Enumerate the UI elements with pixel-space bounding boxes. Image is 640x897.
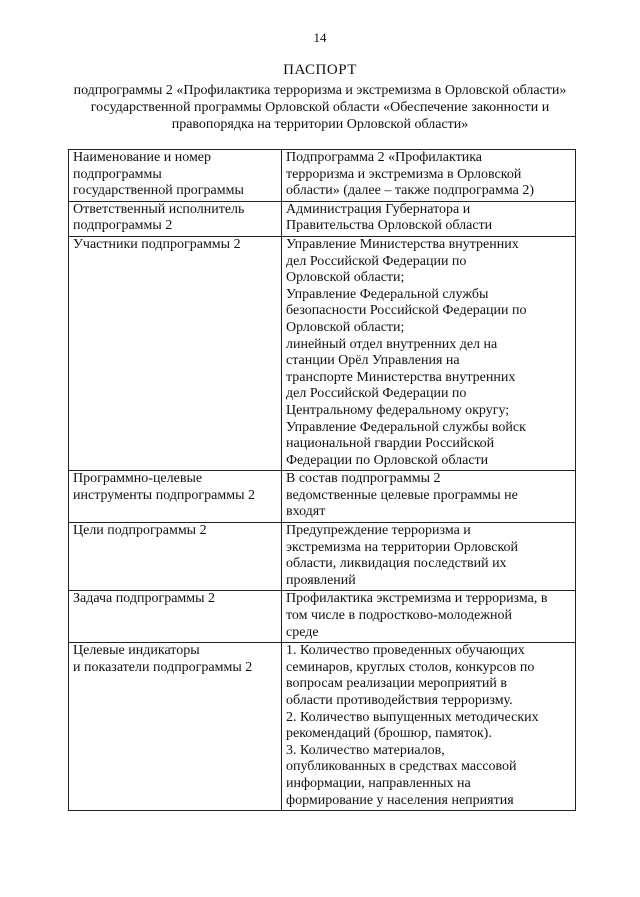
table-row xyxy=(69,471,576,523)
row-label: Цели подпрограммы 2 xyxy=(69,523,282,591)
row-label: Целевые индикаторы и показатели подпрограммы 2 xyxy=(69,643,282,811)
table-row xyxy=(69,201,576,236)
document-title: ПАСПОРТ xyxy=(283,62,357,78)
table-row xyxy=(69,643,576,811)
row-value: Администрация Губернатора и Правительства Орловской области xyxy=(282,201,576,236)
document-subtitle: подпрограммы 2 «Профилактика терроризма и экстремизма в Орловской области» государственной программы Орловской области «Обеспечение законности и правопорядка на территории Орловской области» xyxy=(73,83,567,132)
table-row xyxy=(69,591,576,643)
row-label: Программно-целевые инструменты подпрограммы 2 xyxy=(69,471,282,523)
row-label: Участники подпрограммы 2 xyxy=(69,236,282,470)
table-row xyxy=(69,236,576,470)
row-value: Управление Министерства внутренних дел Российской Федерации по Орловской области; Управление Федеральной службы безопасности Российской Федерации по Орловской области; линейный отдел внутренних дел на станции Орёл Управления на транспорте Министерства внутренних дел Российской Федерации по Центральному федеральному округу; Управление Федеральной службы войск национальной гвардии Российской Федерации по Орловской области xyxy=(282,236,576,470)
row-value: Предупреждение терроризма и экстремизма на территории Орловской области, ликвидация последствий их проявлений xyxy=(282,523,576,591)
row-label: Задача подпрограммы 2 xyxy=(69,591,282,643)
row-value: В состав подпрограммы 2 ведомственные целевые программы не входят xyxy=(282,471,576,523)
table-row xyxy=(69,150,576,202)
row-value: Профилактика экстремизма и терроризма, в том числе в подростково-молодежной среде xyxy=(282,591,576,643)
row-label: Ответственный исполнитель подпрограммы 2 xyxy=(69,201,282,236)
row-value: Подпрограмма 2 «Профилактика терроризма и экстремизма в Орловской области» (далее – также подпрограмма 2) xyxy=(282,150,576,202)
table-row xyxy=(69,523,576,591)
page-number: 14 xyxy=(313,30,327,45)
row-value: 1. Количество проведенных обучающих семинаров, круглых столов, конкурсов по вопросам реализации мероприятий в области противодействия терроризму. 2. Количество выпущенных методических рекомендаций (брошюр, памяток). 3. Количество материалов, опубликованных в средствах массовой информации, направленных на формирование у населения неприятия xyxy=(282,643,576,811)
row-label: Наименование и номер подпрограммы государственной программы xyxy=(69,150,282,202)
passport-table xyxy=(68,149,576,811)
